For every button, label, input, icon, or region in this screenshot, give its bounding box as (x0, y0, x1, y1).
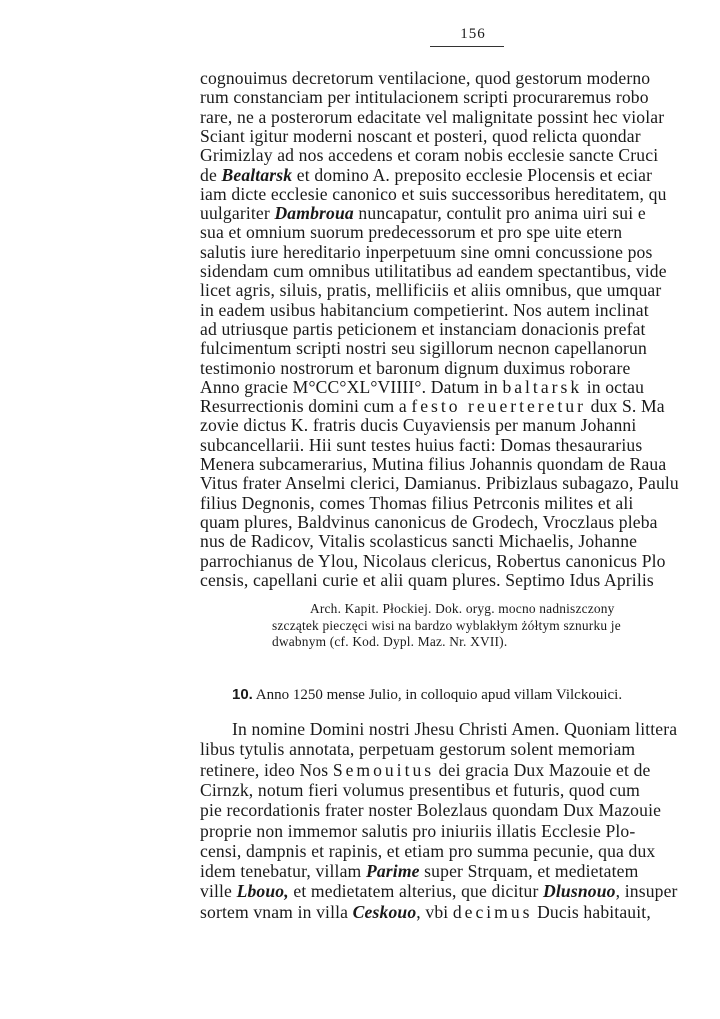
doc2-text: libus tytulis annotata, perpetuam gestorum solent memoriam (200, 739, 636, 760)
doc1-text: filius Degnonis, comes Thomas filius Petrconis milites et ali (200, 492, 634, 513)
doc2-line (200, 781, 640, 800)
doc1-text: testimonio nostrorum et baronum dignum duximus roborare (200, 357, 631, 378)
doc1-text: in octau (582, 376, 645, 397)
doc2-text: super Strquam, et medietatem (419, 861, 639, 882)
doc1-text: Vitus frater Anselmi clerici, Damianus. Pribizlaus subagazo, Paulu (200, 473, 679, 494)
doc1-text: subcancellarii. Hii sunt testes huius facti: Domas thesaurarius (200, 434, 643, 455)
doc2-text: Cirnzk, notum fieri volumus presentibus et futuris, quod cum (200, 779, 640, 800)
doc1-line (200, 69, 650, 88)
doc2-text: In nomine Domini nostri Jhesu Christi Amen. Quoniam littera (232, 719, 678, 739)
note-line (310, 601, 615, 617)
doc1-line (200, 146, 658, 165)
doc1-line (200, 88, 649, 107)
doc2-line (200, 761, 650, 780)
doc1-italic-name: Bealtarsk (221, 164, 293, 185)
doc1-line (200, 127, 641, 146)
doc2-text: sortem vnam in villa (200, 901, 353, 922)
doc1-text: de (200, 164, 222, 185)
doc1-text: Resurrectionis domini cum a (200, 396, 412, 417)
doc1-text: rum constanciam per intitulacionem scripti procuraremus robo (200, 87, 649, 108)
doc1-spaced-text: festo reuerteretur (411, 396, 587, 417)
doc1-text: Grimizlay ad nos accedens et coram nobis ecclesie sancte Cruci (200, 145, 659, 166)
doc2-line (200, 740, 635, 759)
doc1-text: Sciant igitur moderni noscant et posteri, quod relicta quondar (200, 125, 641, 146)
doc1-text: sua et omnium suorum predecessorum et pro spe uite etern (200, 222, 623, 243)
doc2-text: , insuper (615, 881, 678, 902)
doc2-text: Ducis habitauit, (532, 901, 651, 922)
doc2-line (200, 903, 651, 922)
document-number: 10. (232, 686, 253, 703)
doc1-line (200, 204, 646, 223)
doc1-line (200, 281, 661, 300)
doc1-line (200, 436, 642, 455)
doc1-line (200, 378, 644, 397)
doc2-line (200, 801, 661, 820)
doc1-line (200, 108, 664, 127)
doc2-line (200, 822, 635, 841)
doc2-text: et medietatem alterius, que dicitur (288, 881, 544, 902)
note-text: dwabnym (cf. Kod. Dypl. Maz. Nr. XVII). (272, 634, 508, 649)
note-line (272, 634, 507, 650)
doc1-text: Anno gracie M°CC°XL°VIIII°. Datum in (200, 376, 503, 397)
doc2-line (200, 882, 678, 901)
doc1-line (200, 223, 622, 242)
doc1-text: fulcimentum scripti nostri seu sigillorum necnon capellanorun (200, 338, 647, 359)
doc1-line (200, 320, 646, 339)
doc1-text: nus de Radicov, Vitalis scolasticus sancti Michaelis, Johanne (200, 531, 638, 552)
note-line (272, 618, 621, 634)
doc2-line (200, 862, 638, 881)
doc1-line (200, 474, 679, 493)
doc2-text: pie recordationis frater noster Bolezlaus quondam Dux Mazouie (200, 800, 662, 821)
doc1-line (200, 243, 652, 262)
doc1-line (200, 397, 665, 416)
note-text: szczątek pieczęci wisi na bardzo wyblakłym żółtym sznurku je (272, 617, 621, 633)
doc1-line (200, 513, 658, 532)
doc1-text: ad utriusque partis peticionem et instanciam donacionis prefat (200, 318, 646, 339)
doc1-line (200, 494, 633, 513)
doc2-italic-name: Dlusnouo (543, 881, 616, 902)
doc2-spaced-text: decimus (452, 901, 533, 922)
doc1-text: iam dicte ecclesie canonico et suis successoribus hereditatem, qu (200, 183, 667, 204)
doc2-text: idem tenebatur, villam (200, 861, 366, 882)
doc2-text: retinere, ideo Nos (200, 759, 333, 780)
doc2-italic-name: Parime (365, 861, 420, 882)
doc1-line (200, 416, 636, 435)
doc1-line (200, 359, 630, 378)
doc1-line (200, 166, 652, 185)
doc1-line (200, 455, 666, 474)
page-number-rule (430, 46, 504, 47)
doc1-line (200, 532, 637, 551)
doc1-line (200, 185, 667, 204)
doc1-italic-name: Dambroua (274, 203, 354, 224)
document-heading-text: Anno 1250 mense Julio, in colloquio apud villam Vilckouici. (255, 687, 623, 703)
doc1-text: quam plures, Baldvinus canonicus de Grodech, Vroczlaus pleba (200, 511, 658, 532)
doc2-text: , vbi (416, 901, 453, 922)
doc1-text: sidendam cum omnibus utilitatibus ad eandem spectantibus, vide (200, 261, 667, 281)
doc2-italic-name: Ceskouo (352, 901, 417, 922)
doc1-text: nuncapatur, contulit pro anima uiri sui e (353, 203, 646, 224)
page-number: 156 (460, 26, 486, 42)
doc1-text: licet agris, siluis, pratis, mellificiis et aliis omnibus, que umquar (200, 280, 662, 301)
doc1-text: censis, capellani curie et alii quam plures. Septimo Idus Aprilis (200, 569, 654, 590)
doc1-text: uulgariter (200, 203, 275, 224)
doc1-text: rare, ne a posterorum edacitate vel malignitate possint hec violar (200, 106, 665, 127)
doc1-line (200, 571, 654, 590)
doc2-text: ville (200, 881, 237, 902)
doc2-text: proprie non immemor salutis pro iniuriis illatis Ecclesie Plo- (200, 820, 636, 841)
doc1-text: in eadem usibus habitancium competierint. Nos autem inclinat (200, 299, 649, 320)
doc2-italic-name: Lbouo, (236, 881, 289, 902)
doc1-text: zovie dictus K. fratris ducis Cuyaviensis per manum Johanni (200, 415, 637, 436)
document-heading (232, 686, 622, 704)
note-text: Arch. Kapit. Płockiej. Dok. oryg. mocno nadniszczony (310, 601, 615, 616)
doc1-line (200, 262, 667, 281)
doc2-text: dei gracia Dux Mazouie et de (434, 759, 651, 780)
doc2-text: censi, dampnis et rapinis, et etiam pro summa pecunie, qua dux (200, 840, 656, 861)
doc1-text: dux S. Ma (586, 396, 665, 417)
doc1-text: salutis iure hereditario inperpetuum sine omni concussione pos (200, 241, 653, 262)
doc1-spaced-text: baltarsk (502, 376, 583, 397)
doc2-line (232, 720, 677, 739)
doc1-text: parrochianus de Ylou, Nicolaus clericus, Robertus canonicus Plo (200, 550, 666, 571)
doc2-line (200, 842, 655, 861)
doc1-line (200, 552, 666, 571)
doc1-text: cognouimus decretorum ventilacione, quod gestorum moderno (200, 68, 651, 88)
doc1-line (200, 301, 649, 320)
doc1-text: et domino A. preposito ecclesie Plocensis et eciar (292, 164, 653, 185)
doc1-text: Menera subcamerarius, Mutina filius Johannis quondam de Raua (200, 454, 667, 474)
doc2-spaced-text: Semouitus (332, 759, 435, 780)
doc1-line (200, 339, 647, 358)
